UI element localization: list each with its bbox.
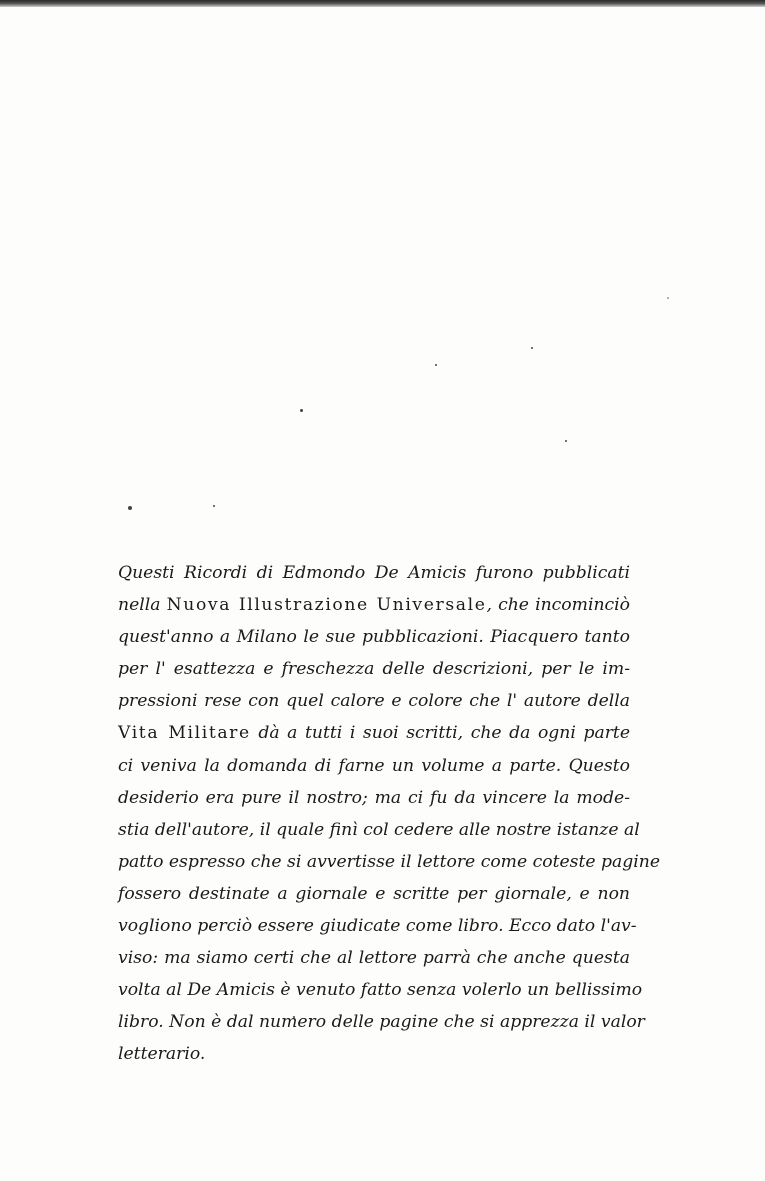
text-run: ci veniva la domanda di farne un volume a parte. Questo [118, 755, 630, 776]
text-line [118, 1006, 645, 1038]
text-line [118, 814, 640, 846]
text-run: volta al De Amicis è venuto fatto senza volerlo un bellissimo [118, 980, 643, 1001]
text-line [118, 621, 630, 653]
text-run: letterario. [118, 1044, 206, 1065]
text-run: desiderio era pure il nostro; ma ci fu da vincere la mode- [118, 787, 630, 808]
scan-speck [300, 409, 303, 412]
text-line [118, 750, 630, 782]
text-run: viso: ma siamo certi che al lettore parrà che anche questa [118, 948, 630, 969]
scan-speck [667, 297, 669, 299]
text-run: patto espresso che si avvertisse il lettore come coteste pagine [118, 851, 661, 872]
text-run: , che incominciò [486, 595, 630, 616]
text-line [118, 974, 643, 1006]
text-run: stia dell'autore, il quale finì col cedere alle nostre istanze al [118, 819, 640, 840]
text-run: dà a tutti i suoi scritti, che da ogni parte [250, 723, 630, 744]
text-run: libro. Non è dal numero delle pagine che si apprezza il valor [118, 1012, 645, 1033]
text-run: pressioni rese con quel calore e colore che l' autore della [118, 691, 630, 712]
text-run: per l' esattezza e freschezza delle descrizioni, per le im- [118, 659, 630, 680]
title-reference: Nuova Illustrazione Universale [166, 595, 487, 616]
page-top-edge [0, 0, 765, 7]
text-line [118, 782, 630, 814]
title-reference: Vita Militare [118, 723, 251, 744]
body-paragraph [118, 557, 661, 1071]
text-run: Questi Ricordi di Edmondo De Amicis furono pubblicati [118, 563, 630, 583]
text-run: fossero destinate a giornale e scritte per giornale, e non [118, 883, 630, 904]
text-line [118, 557, 630, 589]
text-run: quest'anno a Milano le sue pubblicazioni. Piacquero tanto [118, 627, 630, 648]
text-run: nella [118, 595, 167, 616]
text-line [118, 653, 630, 685]
text-line [118, 1038, 630, 1070]
scan-speck [565, 440, 567, 442]
text-line [118, 685, 630, 717]
text-line [118, 910, 637, 942]
text-line [118, 589, 630, 621]
scan-speck [435, 364, 437, 366]
text-line [118, 717, 630, 749]
text-run: vogliono perciò essere giudicate come libro. Ecco dato l'av- [118, 916, 637, 937]
text-line [118, 846, 661, 878]
scan-speck [128, 506, 132, 510]
text-line [118, 878, 630, 910]
scan-speck [531, 347, 533, 349]
scan-speck [213, 505, 215, 507]
text-line [118, 942, 630, 974]
